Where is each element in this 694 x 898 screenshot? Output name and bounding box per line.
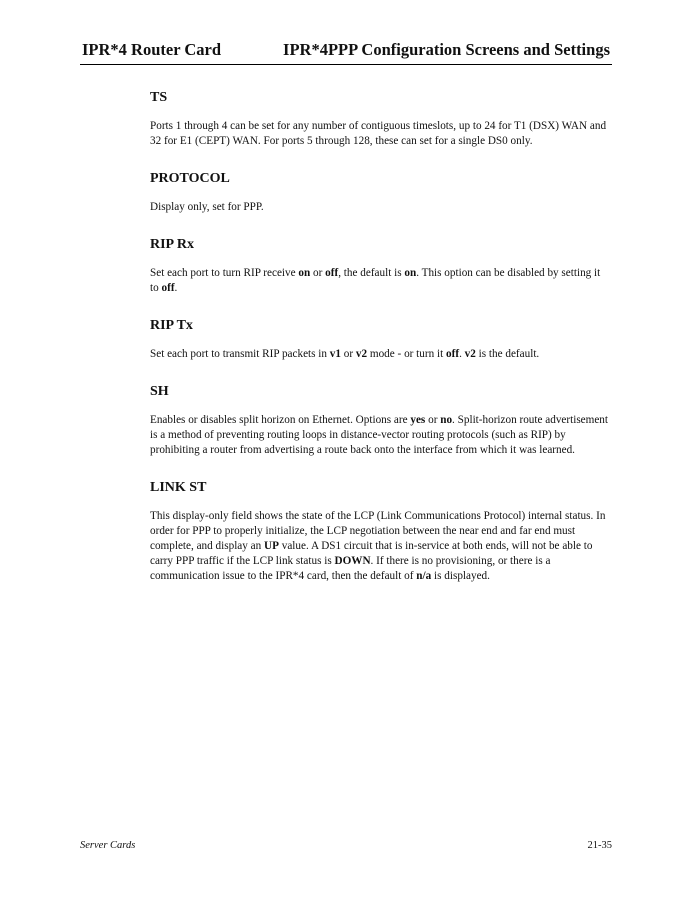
bold-text: v1 [329,348,341,360]
text: Enables or disables split horizon on Ethernet. Options are [150,414,411,426]
section-body-link-st [150,509,610,584]
text: or [340,348,356,360]
bold-text: on [404,267,417,279]
text: . This option can be disabled by setting it to [150,267,601,294]
text: or [425,414,441,426]
section-protocol [150,171,610,215]
text: Set each port to turn RIP receive [150,267,299,279]
section-body-ts: Ports 1 through 4 can be set for any number of contiguous timeslots, up to 24 for T1 (DSX) WAN and 32 for E1 (CEPT) WAN. For ports 5 through 128, these can set for a single DS0 only. [150,120,607,147]
page-header [80,40,612,65]
page-number: 21-35 [587,840,612,851]
header-right-title: IPR*4PPP Configuration Screens and Settings [283,40,610,59]
section-heading-rip-rx: RIP Rx [150,237,194,252]
section-rip-tx [150,318,610,362]
text: Set each port to transmit RIP packets in [150,348,330,360]
text: , the default is [338,267,405,279]
section-ts [150,90,610,149]
bold-text: n/a [416,570,432,582]
bold-text: v2 [464,348,476,360]
text: . [459,348,465,360]
section-rip-rx [150,237,610,296]
section-body-protocol: Display only, set for PPP. [150,201,264,213]
bold-text: UP [264,540,279,552]
bold-text: no [440,414,453,426]
bold-text: off [446,348,460,360]
text: . Split-horizon route advertisement is a method of preventing routing loops in distance-vector routing protocols (such as RIP) by prohibiting a router from advertising a route back onto the interface from which it was learned. [150,414,609,456]
text: mode - or turn it [367,348,447,360]
text: This display-only field shows the state of the LCP (Link Communications Protocol) internal status. In order for PPP to properly initialize, the LCP negotiation between the near end and far end must complete, and display an [150,510,606,552]
page-footer [80,840,612,856]
footer-section-name: Server Cards [80,840,136,851]
section-link-st [150,480,610,584]
section-body-sh [150,413,610,458]
bold-text: yes [410,414,426,426]
bold-text: off [325,267,339,279]
section-heading-ts: TS [150,90,168,105]
section-body-rip-tx [150,347,610,362]
section-heading-sh: SH [150,384,169,399]
section-heading-rip-tx: RIP Tx [150,318,193,333]
bold-text: off [161,282,175,294]
section-sh [150,384,610,458]
section-heading-protocol: PROTOCOL [150,171,230,186]
section-body-rip-rx [150,266,610,296]
text: . If there is no provisioning, or there is a communication issue to the IPR*4 card, then the default of [150,555,551,582]
header-left-title: IPR*4 Router Card [82,40,222,59]
text: . [174,282,178,294]
bold-text: on [298,267,311,279]
section-heading-link-st: LINK ST [150,480,207,495]
text: is displayed. [431,570,490,582]
text: is the default. [475,348,540,360]
page-content [150,90,610,606]
bold-text: v2 [355,348,368,360]
bold-text: DOWN [334,555,371,567]
text: or [310,267,326,279]
text: value. A DS1 circuit that is in-service at both ends, will not be able to carry PPP traffic if the LCP link status is [150,540,593,567]
